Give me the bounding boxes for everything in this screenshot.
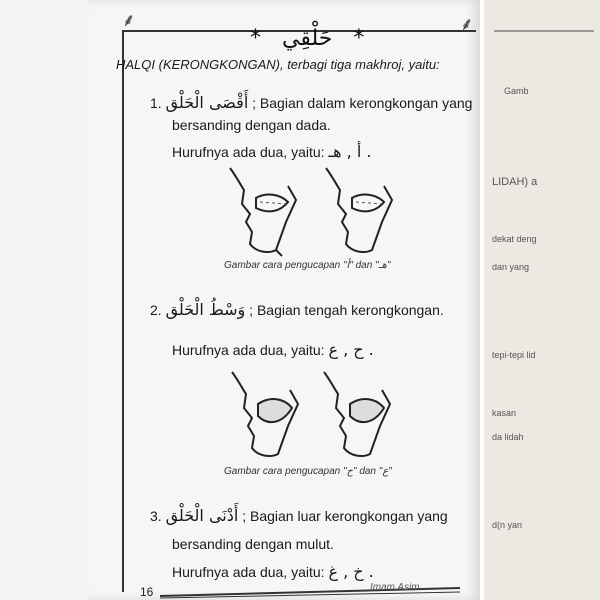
star-left: * (250, 26, 261, 51)
next-page-fragment-8: d(n yan (492, 520, 523, 530)
figure-2-caption: Gambar cara pengucapan "ح" dan "ع" (224, 466, 392, 477)
figure-1-caption: Gambar cara pengucapan "أ" dan "هـ" (224, 260, 391, 271)
item-1-letters: Hurufnya ada dua, yaitu: أ , هـ . (172, 142, 372, 161)
item-3-arabic: أَدْنَى الْحَلْق (165, 506, 239, 525)
title-arabic: حَلْقِي (281, 26, 333, 51)
figure-2-illustration (222, 366, 402, 462)
background-left (0, 0, 88, 600)
corner-ornament-left: ⸙ (122, 10, 136, 30)
item-1-arabic: أَقْصَى الْحَلْق (165, 93, 249, 112)
next-page-fragment-4: dan yang (492, 262, 530, 272)
next-page-fragment-3: dekat deng (492, 234, 537, 244)
intro-text: HALQI (KERONGKONGAN), terbagi tiga makhroj, yaitu: (116, 57, 440, 72)
item-2-arabic: وَسْطُ الْحَلْق (165, 300, 246, 319)
next-page (484, 0, 600, 600)
next-page-fragment-7: da lidah (492, 432, 524, 442)
next-page-fragment-5: tepi-tepi lid (492, 350, 536, 360)
figure-1-illustration (216, 162, 396, 258)
item-2-heading: 2. وَسْطُ الْحَلْق ; Bagian tengah kerongkongan. (150, 300, 444, 319)
star-right: * (353, 26, 365, 51)
item-3-line2: bersanding dengan mulut. (172, 536, 334, 552)
footer-ornament (160, 580, 470, 600)
item-1-line2: bersanding dengan dada. (172, 117, 331, 133)
corner-ornament-right: ⸙ (460, 14, 474, 34)
item-2-letters: Hurufnya ada dua, yaitu: ح , ع . (172, 340, 374, 359)
item-1-heading: 1. أَقْصَى الْحَلْق ; Bagian dalam kerongkongan yang (150, 93, 473, 112)
page-number: 16 (140, 585, 154, 599)
next-page-fragment-6: kasan (492, 408, 517, 418)
item-3-letters: Hurufnya ada dua, yaitu: خ , غ . (172, 562, 374, 581)
next-page-rule (494, 30, 594, 32)
section-title (250, 26, 364, 51)
item-3-heading: 3. أَدْنَى الْحَلْق ; Bagian luar kerongkongan yang (150, 506, 448, 525)
next-page-fragment-1: Gamb (504, 86, 529, 96)
footer-text: Imam Asim (370, 582, 420, 593)
next-page-fragment-2: LIDAH) a (492, 176, 538, 188)
